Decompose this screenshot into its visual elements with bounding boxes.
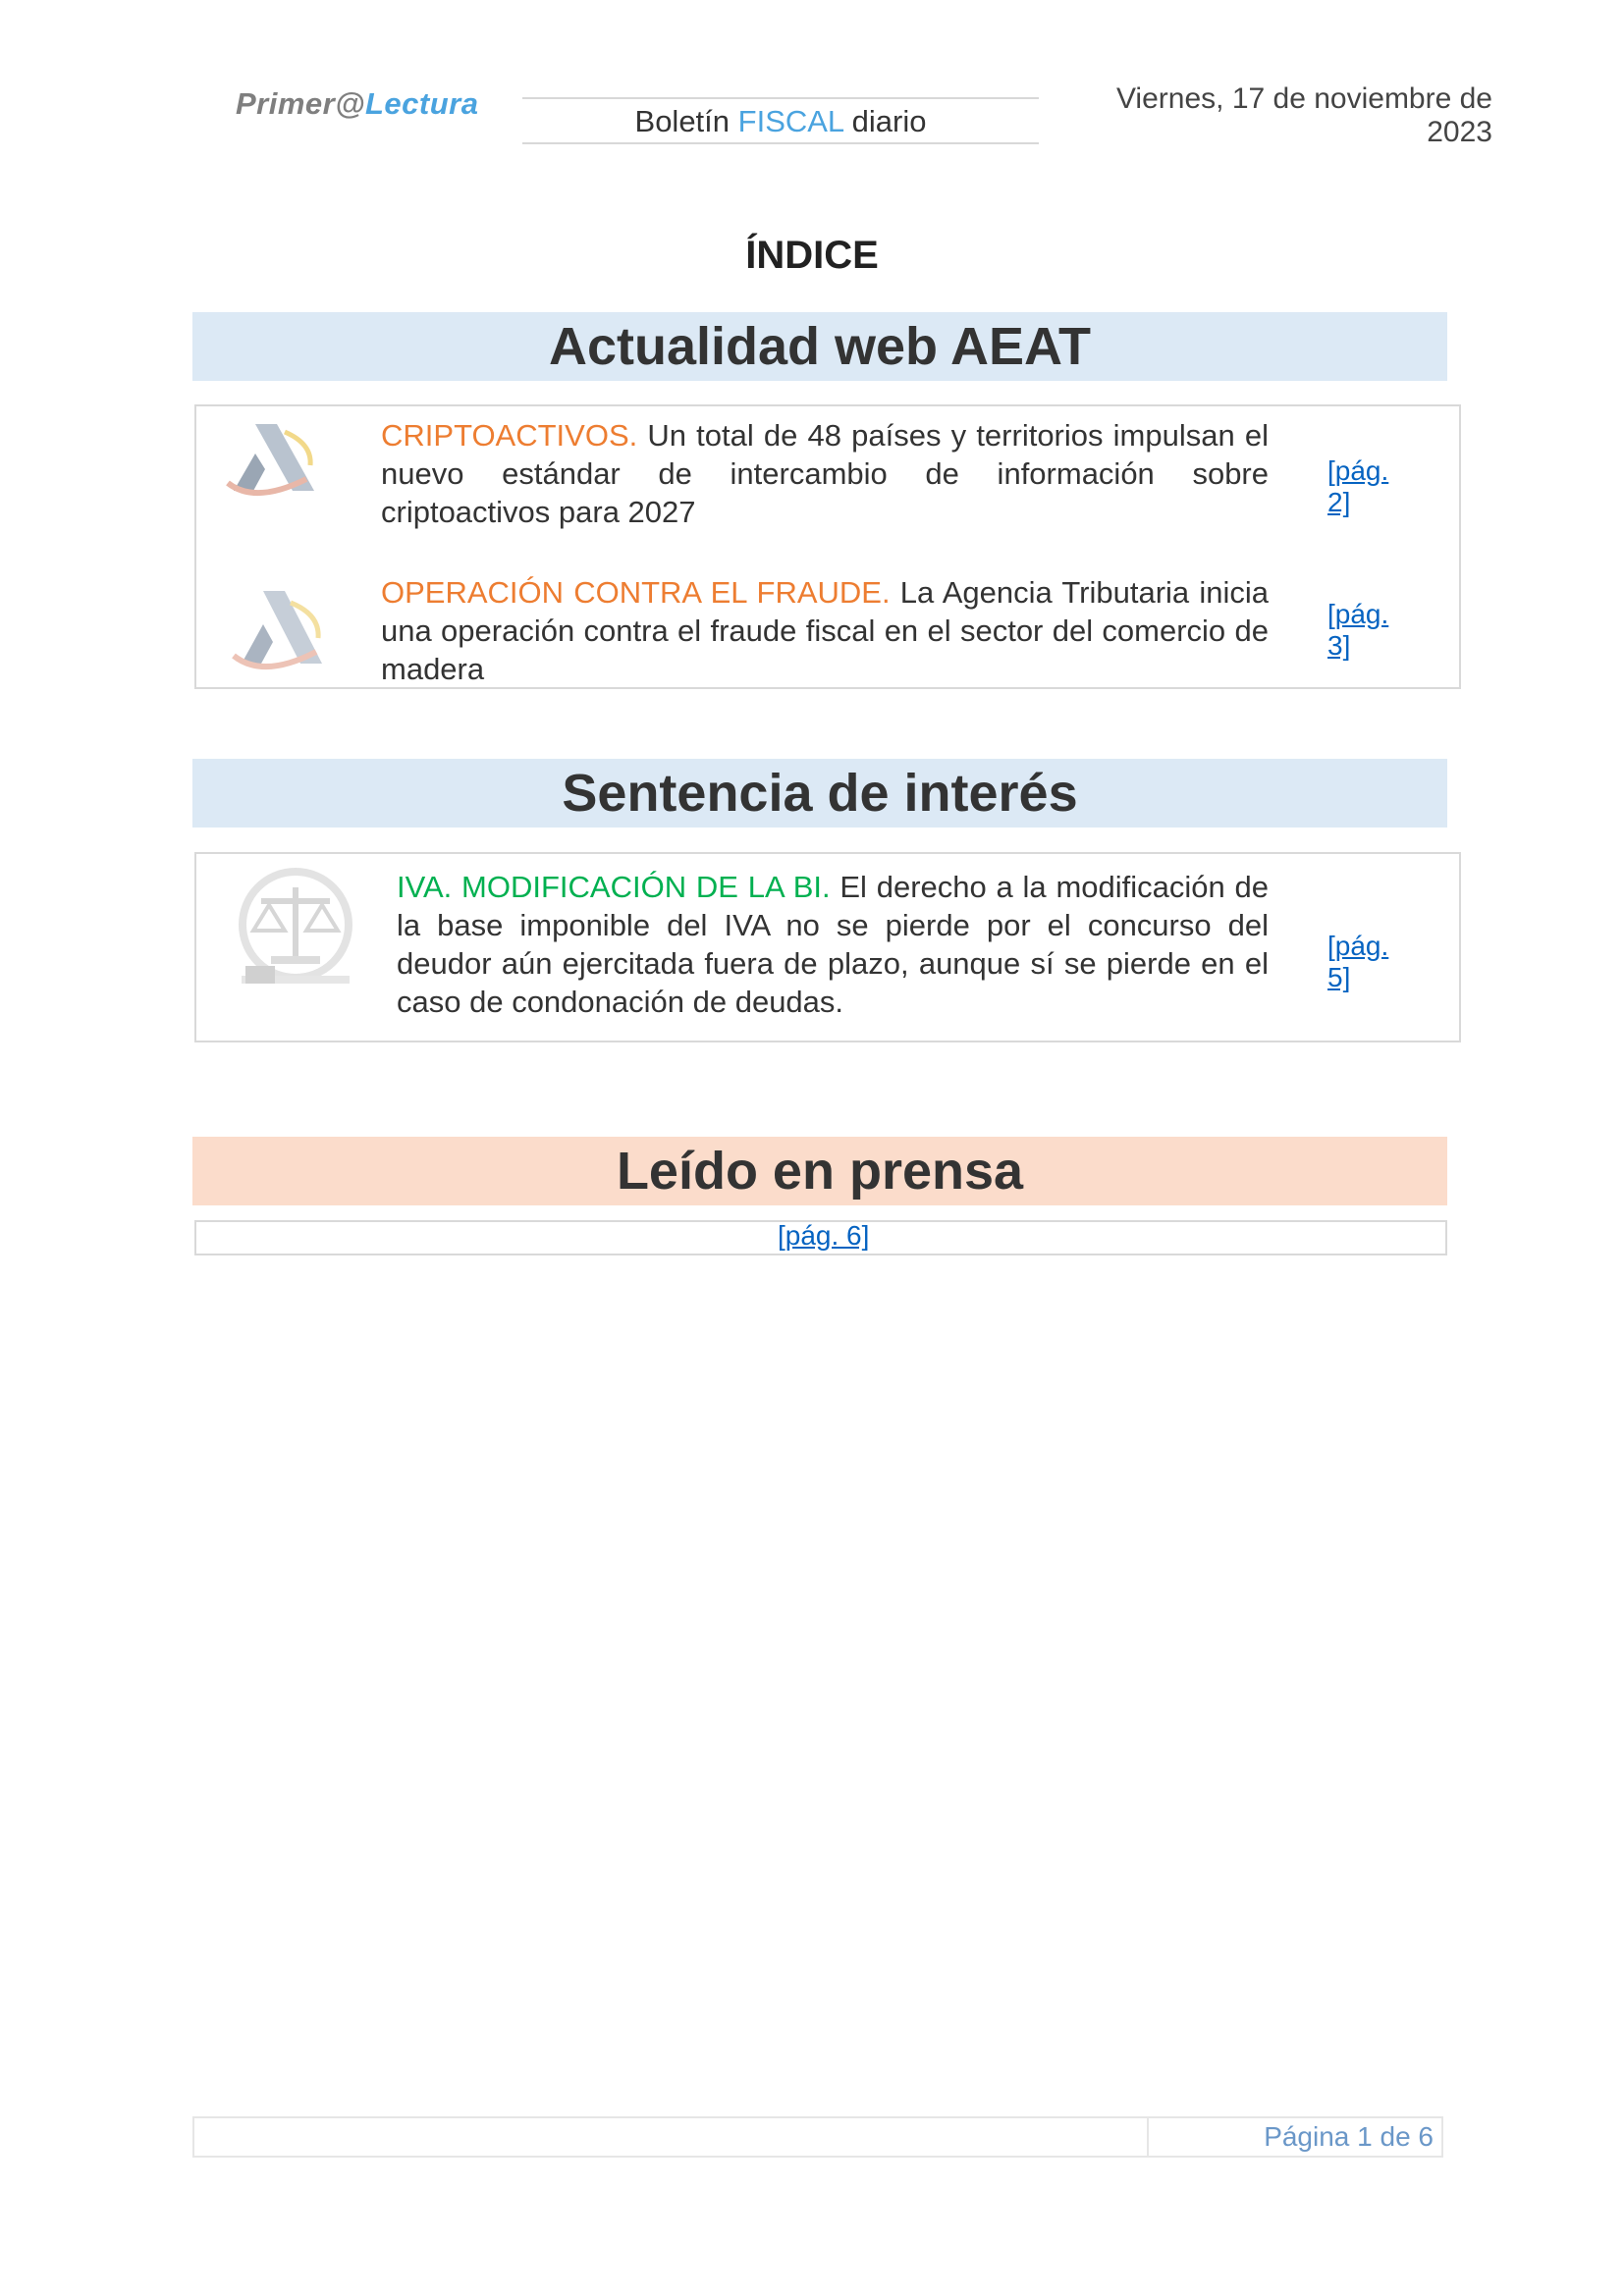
news-category: IVA. MODIFICACIÓN DE LA BI. [397, 870, 831, 904]
aeat-logo-icon [216, 414, 334, 503]
section-title-prensa: Leído en prensa [192, 1137, 1447, 1205]
footer [192, 2116, 1443, 2158]
aeat-news-box [194, 404, 1461, 689]
bulletin-suffix: diario [843, 104, 927, 138]
page-link[interactable]: [pág. 2] [1327, 455, 1389, 517]
scales-of-justice-icon [232, 866, 359, 993]
page-number: Página 1 de 6 [1264, 2121, 1434, 2152]
section-title-aeat: Actualidad web AEAT [192, 312, 1447, 381]
brand-part-2: Lectura [364, 86, 479, 121]
news-category: OPERACIÓN CONTRA EL FRAUDE. [381, 575, 891, 610]
aeat-logo-icon [224, 581, 342, 679]
bulletin-date: Viernes, 17 de noviembre de 2023 [1115, 82, 1492, 148]
page-link[interactable]: [pág. 6] [778, 1220, 870, 1251]
prensa-box [194, 1220, 1447, 1255]
footer-divider [1147, 2118, 1149, 2156]
sentencia-box [194, 852, 1461, 1042]
page-link[interactable]: [pág. 5] [1327, 931, 1389, 992]
bulletin-title [522, 97, 1039, 144]
brand-part-1: Primer@ [236, 86, 365, 121]
bulletin-prefix: Boletín [634, 104, 738, 138]
bulletin-accent: FISCAL [737, 104, 844, 138]
news-summary: El derecho a la modificación de la base imponible del IVA no se pierde por el concurso del deudor aún ejercitada fuera de plazo, aunque sí se pierde en el caso de condonación de deudas. [397, 870, 1270, 1019]
section-title-sentencia: Sentencia de interés [192, 759, 1447, 828]
news-summary: Un total de 48 países y territorios impulsan el nuevo estándar de intercambio de información sobre criptoactivos para 2027 [381, 418, 1269, 529]
news-category: CRIPTOACTIVOS. [381, 418, 638, 453]
news-summary: La Agencia Tributaria inicia una operación contra el fraude fiscal en el sector del comercio de madera [381, 575, 1269, 686]
brand-logo [236, 86, 478, 122]
index-title: ÍNDICE [745, 234, 879, 277]
page-link[interactable]: [pág. 3] [1327, 599, 1389, 661]
